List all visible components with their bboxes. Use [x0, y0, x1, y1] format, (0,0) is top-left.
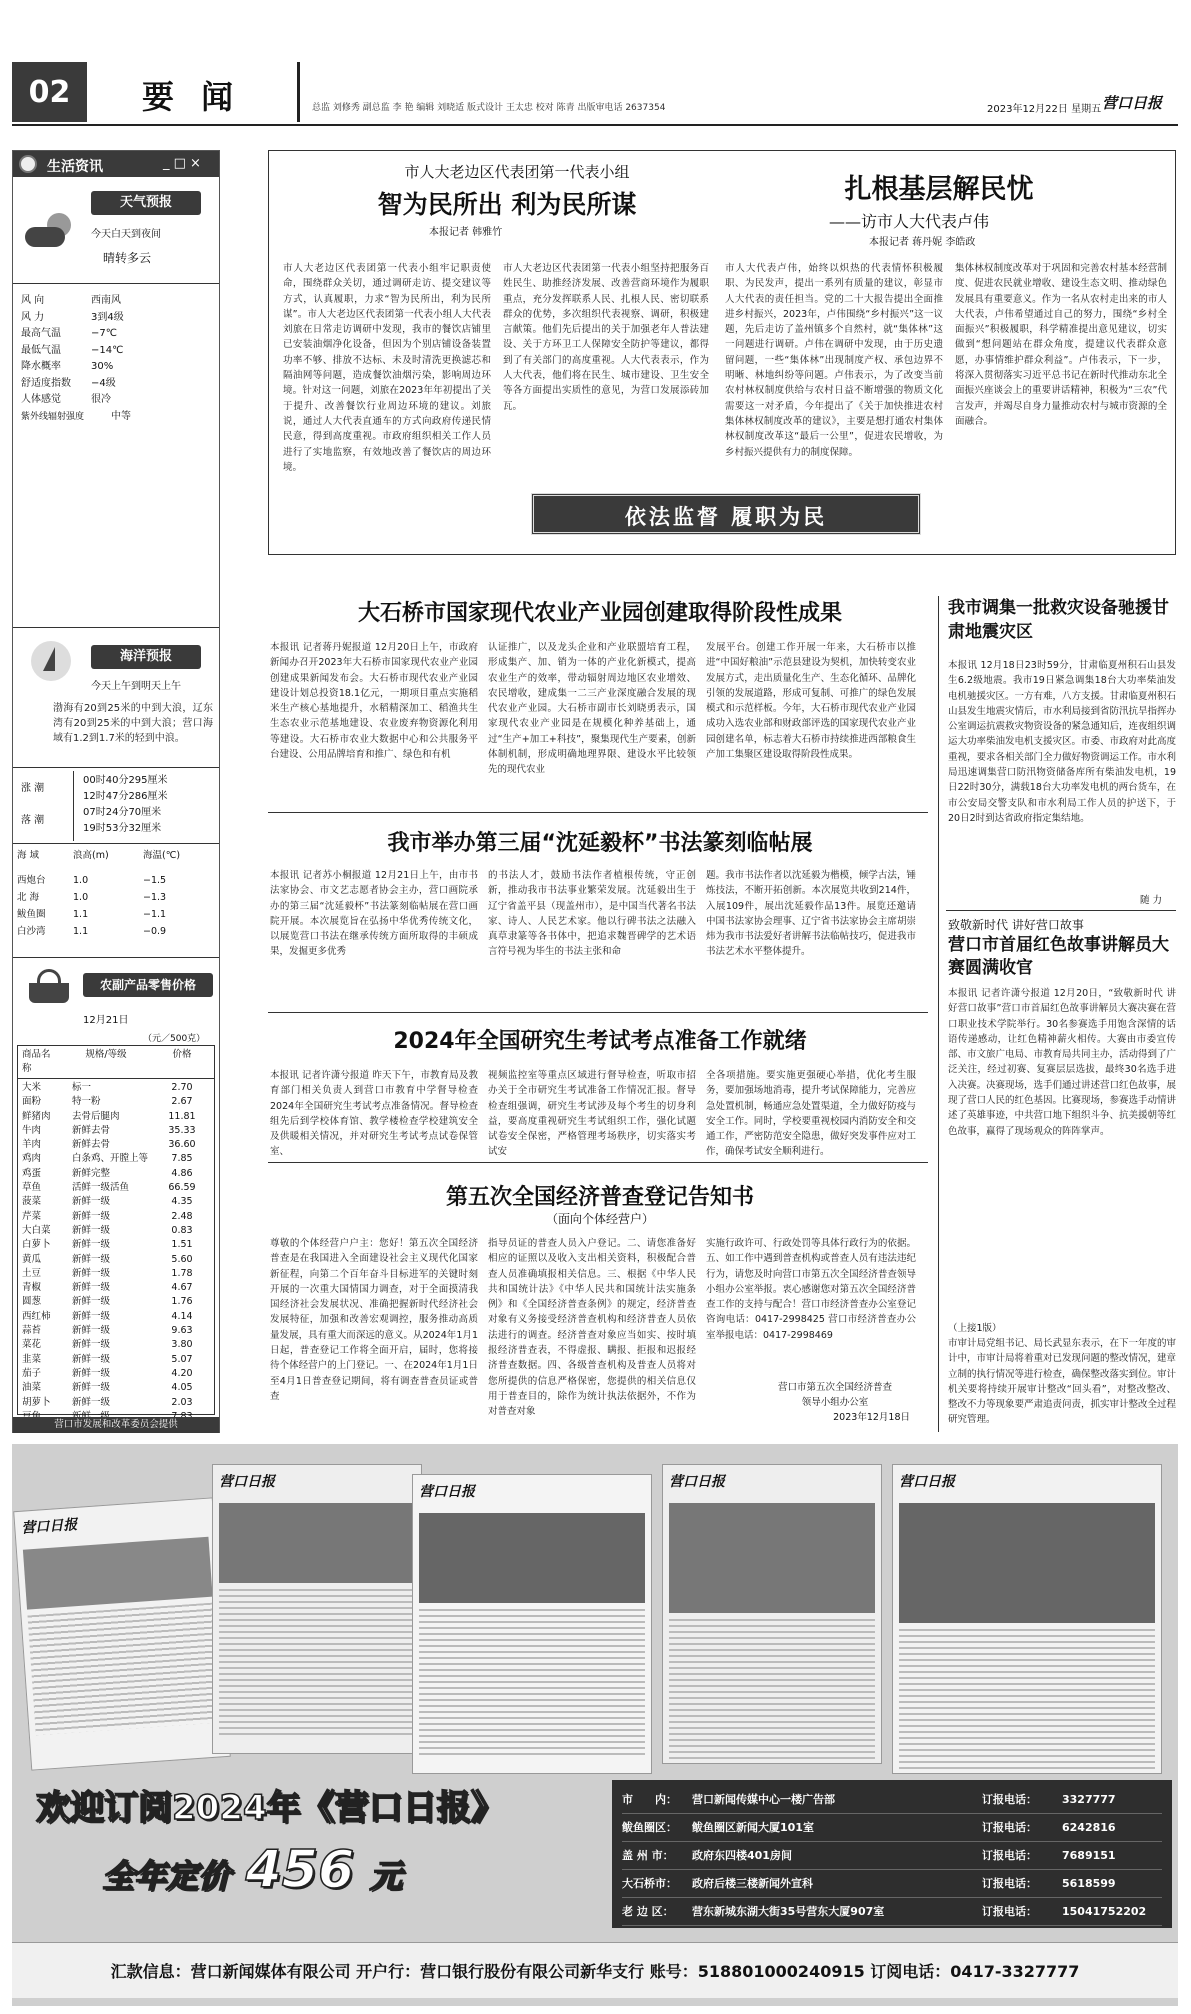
- price-item-value: 4.20: [171, 1367, 193, 1379]
- price-item-name: 芹菜: [22, 1210, 42, 1222]
- newspaper-cover-1: 营口日报: [13, 1497, 231, 1770]
- price-item-value: 5.60: [171, 1253, 193, 1265]
- news-3-col-3: 全各项措施。要实施更强硬心举措，优化考生服务，要加强场地消毒，提升考试保障能力，完善应急处置机制，畅通应急处置渠道，全力做好防疫与安全工作。同时，学校要重视校园内消防安全和交通工作，严密防范安全隐患，做好突发事件应对工作，确保考试安全顺利进行。: [706, 1070, 916, 1158]
- ad-contact-row: [622, 1898, 1162, 1926]
- price-item-grade: 新鲜一级: [72, 1224, 111, 1236]
- price-item-name: 菠菜: [22, 1196, 42, 1208]
- price-item-value: 4.67: [171, 1282, 193, 1294]
- page-number: 02: [28, 74, 71, 110]
- prices-date: 12月21日: [83, 1015, 129, 1026]
- feature-banner-text: 依法监督 履职为民: [624, 505, 828, 529]
- ad-contact-cell: 营口新闻传媒中心一楼广告部: [692, 1793, 835, 1806]
- weather-title-badge: [91, 191, 201, 215]
- newspaper-cover-2: 营口日报: [212, 1464, 422, 1754]
- right-2-title: 营口市首届红色故事讲解员大赛圆满收官: [948, 935, 1169, 978]
- feature-right-title: 扎根基层解民忧: [844, 174, 1034, 205]
- price-item-grade: 新鲜一级: [72, 1196, 111, 1208]
- news-2-col-3: 题。我市书法作者以沈延毅为楷模，倾学古法，锤炼技法，不断开拓创新。本次展览共收到214件，入展109件，展出沈延毅作品13件。展览还邀请中国书法家协会理事、辽宁省书法家协会主席胡崇炜为我市书法爱好者讲解书法临帖技巧，促进我市书法艺术水平整体提升。: [706, 870, 916, 958]
- prices-source: 营口市发展和改革委员会提供: [54, 1419, 178, 1430]
- ad-footer: [12, 1942, 1178, 1998]
- right-2-text: 本报讯 记者许潇兮报道 12月20日，“致敬新时代 讲好营口故事”营口市首届红色故事讲解员大赛决赛在营口职业技术学院举行。30名参赛选手用饱含深情的话语传递感动，让红色精神薪火相传。大赛由市委宣传部、市文旅广电局、市教育局共同主办，活动得到了广泛关注，经过初赛、复赛层层选拔，最终30名选手进入决赛。决赛现场，选手们通过讲述营口红色故事，展现了营口人民的红色基因。比赛现场，参赛选手动情讲述了英雄事迹，中共营口地下组织斗争、抗美援朝等红色故事，赢得了现场观众的阵阵掌声。: [948, 988, 1177, 1137]
- price-item-name: 面粉: [22, 1096, 42, 1108]
- price-item-name: 西红柿: [22, 1310, 51, 1322]
- right-1-title: 我市调集一批救灾设备驰援甘肃地震灾区: [948, 598, 1169, 642]
- price-item-value: 3.80: [171, 1339, 193, 1351]
- ad-contact-cell: 订报电话：: [982, 1821, 1037, 1834]
- price-item-grade: 新鲜一级: [72, 1367, 111, 1379]
- ad-contact-cell: 鲅鱼圈区新闻大厦101室: [692, 1821, 814, 1834]
- price-item-name: 土豆: [22, 1267, 42, 1279]
- price-item-value: 0.83: [171, 1224, 193, 1236]
- notice-col-3: 实施行政许可、行政处罚等具体行政行为的依据。五、如工作中遇到普查机构或普查人员有违法违纪行为，请您及时向营口市第五次全国经济普查领导小组办公室举报。衷心感谢您对第五次全国经济普查工作的支持与配合！营口市经济普查办公室登记咨询电话：0417-2998425 营口市经济普查办公室举报电话：0417-2998469: [706, 1238, 916, 1341]
- newspaper-cover-4: 营口日报: [662, 1464, 882, 1764]
- ad-headline: 欢迎订阅2024年《营口日报》: [36, 1788, 505, 1828]
- price-item-name: 韭菜: [22, 1353, 42, 1365]
- basket-icon: [29, 969, 69, 1005]
- sea-sub: 今天上午到明天上午: [91, 681, 181, 692]
- price-item-grade: 新鲜一级: [72, 1267, 111, 1279]
- weather-title: 天气预报: [119, 195, 172, 210]
- ad-contact-row: [622, 1814, 1162, 1842]
- feature-right-byline: 本报记者 蒋丹妮 李皓政: [869, 237, 976, 248]
- feature-banner: [531, 493, 921, 535]
- right-3-text: 市审计局党组书记、局长武显东表示，在下一年度的审计中，市审计局将着重对已发现问题的整改情况，建章立制的执行情况等进行检查，确保整改落实到位。审计机关要将持续开展审计整改“回头看”，对整改整改、整改不力等现象要严肃追责问责，抓实审计整改全过程研究管理。: [948, 1338, 1177, 1426]
- ad-price-unit: 元: [369, 1857, 402, 1895]
- ad-contact-cell: 营东新城东湖大街35号营东大厦907室: [692, 1905, 885, 1918]
- globe-icon: [19, 155, 37, 173]
- price-item-value: 7.85: [171, 1153, 193, 1165]
- right-2-kicker: 致敬新时代 讲好营口故事: [948, 918, 1084, 932]
- news-1-title: 大石桥市国家现代农业产业园创建取得阶段性成果: [357, 601, 842, 626]
- price-item-value: 5.07: [171, 1353, 193, 1365]
- price-item-name: 大米: [22, 1082, 42, 1093]
- ad-contact-row: [622, 1786, 1162, 1814]
- price-item-value: 4.35: [171, 1196, 193, 1208]
- masthead-logo: 营口日报: [1102, 94, 1163, 112]
- ad-footer-text: 汇款信息：营口新闻媒体有限公司 开户行：营口银行股份有限公司新华支行 账号：518801000240915 订阅电话：0417-3327777: [110, 1962, 1080, 1981]
- feature-left-title: 智为民所出 利为民所谋: [377, 190, 637, 219]
- price-item-grade: 新鲜一级: [72, 1239, 111, 1251]
- price-item-name: 牛肉: [22, 1124, 42, 1136]
- prices-title: 农副产品零售价格: [99, 978, 196, 992]
- ad-contact-cell: 7689151: [1062, 1849, 1116, 1862]
- ad-contact-cell: 订报电话：: [982, 1849, 1037, 1862]
- feature-col-4: 集体林权制度改革对于巩固和完善农村基本经营制度、促进农民就业增收、建设生态文明、推动绿色发展具有重要意义。作为一名从农村走出来的市人大代表，卢伟希望通过自己的努力，围绕“乡村全面振兴”积极履职，科学精准提出意见建议，切实做到“想问题站在群众角度，提建议代表群众意愿，办事情维护群众利益”。卢伟表示，下一步，将深入贯彻落实习近平总书记在新时代推动东北全面振兴座谈会上的重要讲话精神，积极为“三农”代言发声，并竭尽自身力量推动农村与城市资源的全面融合。: [955, 263, 1167, 427]
- right-1-byline: 随 力: [1140, 895, 1163, 906]
- prices-title-badge: [83, 973, 213, 997]
- ad-contact-cell: 订报电话：: [982, 1877, 1037, 1890]
- ad-contact-cell: 15041752202: [1062, 1905, 1147, 1918]
- feature-left-kicker: 市人大老边区代表团第一代表小组: [404, 163, 630, 181]
- page-header: [12, 62, 1178, 126]
- sea-text: 渤海有20到25米的中到大浪，辽东湾有20到25米的中到大浪；营口海域有1.2到1.7米的轻到中浪。: [53, 703, 213, 744]
- sea-title: 海洋预报: [119, 649, 172, 664]
- notice-col-2: 指导员证的普查人员入户登记。二、请您准备好相应的证照以及收入支出相关资料，积极配合普查人员准确填报相关信息。三、根据《中华人民共和国统计法》《中华人民共和国统计法实施条例》和《全国经济普查条例》的规定，经济普查对象有义务接受经济普查机构和经济普查人员依法进行的调查。经济普查对象应当如实、按时填报经济普查表，不得虚报、瞒报、拒报和迟报经济普查数据。四、各级普查机构及普查人员将对您所提供的信息严格保密，您提供的相关信息仅用于普查目的，除作为统计执法依据外，不作为对普查对象: [488, 1238, 696, 1418]
- sidebar-titlebar: [13, 151, 219, 177]
- price-item-value: 2.48: [171, 1210, 193, 1222]
- price-item-value: 2.70: [171, 1082, 193, 1093]
- news-3-col-1: 本报讯 记者许潇兮报道 昨天下午，市教育局及教育部门相关负责人到营口市教育中学督导检查2024年全国研究生考试考点准备情况。督导检查组先后到学校体育馆、教学楼检查学校建筑安全及供暖相关情况，并对研究生考试考点试卷保管室、: [270, 1070, 478, 1158]
- price-item-grade: 新鲜一级: [72, 1396, 111, 1408]
- news-2-title: 我市举办第三届“沈延毅杯”书法篆刻临帖展: [387, 831, 813, 856]
- ad-contact-cell: 盖 州 市：: [622, 1849, 674, 1862]
- notice-col-1: 尊敬的个体经营户户主：您好！第五次全国经济普查是在我国进入全面建设社会主义现代化国家新征程，向第二个百年奋斗目标进军的关键时刻开展的一次重大国情国力调查，对于全面摸清我国经济社会发展状况、准确把握新时代经济社会发展特征，加强和改善宏观调控，服务推动高质量发展，具有重大而深远的意义。从2024年1月1日起，普查登记工作将全面开启，届时，您将接待个体经营户的上门登记。一、在2024年1月1日至4月1日普查登记期间，将有调查普查员证或普查: [270, 1238, 478, 1402]
- subscription-ad: [12, 1444, 1178, 2006]
- price-item-value: 1.51: [171, 1239, 193, 1251]
- price-item-grade: 新鲜一级: [72, 1353, 111, 1365]
- price-item-value: 2.03: [171, 1396, 193, 1408]
- window-controls: _ □ ×: [163, 156, 201, 171]
- price-item-grade: 新鲜去骨: [72, 1124, 111, 1136]
- price-item-value: 9.63: [171, 1325, 193, 1337]
- right-1-text: 本报讯 12月18日23时59分，甘肃临夏州积石山县发生6.2级地震。我市19日紧急调集18台大功率柴油发电机驰援灾区。一方有难，八方支援。甘肃临夏州积石山县发生地震灾情后，市水利局接到省防汛抗旱指挥办公室调运抗震救灾物资设备的紧急通知后，连夜组织调运大功率柴油发电机支援灾区。市委、市政府对此高度重视，要求各相关部门全力做好物资调运工作。市水利局迅速调集营口防汛物资储备库所有柴油发电机，19日22时30分，满载18台大功率发电机的两台货车，在市公安局交警支队和市水利局工作人员的护送下，于20日2时到达省政府指定集结地。: [948, 660, 1177, 824]
- ad-contact-cell: 鲅鱼圈区：: [622, 1821, 677, 1834]
- news-1-col-3: 发展平台。创建工作开展一年来，大石桥市以推进“中国好粮油”示范县建设为契机，加快转变农业发展方式，走出质量化生产、生态化循环、品牌化引领的发展道路，形成可复制、可推广的绿色发展模式和示范样板。今年，大石桥市现代农业产业园成功入选农业部和财政部评选的国家现代农业产业园创建名单，标志着大石桥市持续推进西部粮食生产加工集聚区建设取得阶段性成果。: [706, 642, 916, 761]
- notice-title: 第五次全国经济普查登记告知书: [445, 1185, 754, 1210]
- price-item-value: 11.81: [168, 1110, 196, 1122]
- feature-box: [268, 150, 1176, 555]
- price-item-grade: 新鲜一级: [72, 1210, 111, 1222]
- price-item-value: 35.33: [168, 1124, 196, 1136]
- price-item-name: 鸡肉: [22, 1153, 42, 1165]
- price-table: 商品名称 规格/等级 价格 大米 标一 2.70 面粉 特一粉 2.67 鲜猪肉 去骨后腿肉 11.81 牛肉 新鲜去骨 35.33 羊肉 新鲜去骨 36.60 鸡肉 白条鸡、开膛上等 7.85 鸡蛋 新鲜完整 4.86 草鱼 活鲜一级活鱼 66.59 菠菜 新鲜一级 4.35 芹菜 新鲜一级 2.48 大白菜 新鲜一级 0.83 白萝卜 新鲜一级 1.51 黄瓜 新鲜一级 5.60 土豆 新鲜一级 1.78 青椒 新鲜一级 4.67 圆葱 新鲜一级 1.76 西红柿 新鲜一级 4.14 蒜苔 新鲜一级 9.63 菜花 新鲜一级 3.80 韭菜 新鲜一级 5.07 茄子 新鲜一级 4.20 油菜 新鲜一级 4.05 胡萝卜 新鲜一级 2.03: [17, 1045, 215, 1415]
- right-3-title: （上接1版）: [948, 1323, 1002, 1334]
- notice-signature: 营口市第五次全国经济普查 领导小组办公室 2023年12月18日: [777, 1382, 910, 1423]
- tide-table: 涨 潮 落 潮 00时40分295厘米 12时47分286厘米 07时24分70厘米 19时53分32厘米: [13, 771, 219, 841]
- price-item-name: 蒜苔: [22, 1325, 42, 1337]
- price-item-grade: 新鲜一级: [72, 1282, 111, 1294]
- sidebar: [12, 150, 220, 1433]
- page-number-box: [12, 62, 87, 122]
- ad-contact-cell: 3327777: [1062, 1793, 1116, 1806]
- ad-contact-cell: 订报电话：: [982, 1793, 1037, 1806]
- price-item-name: 青椒: [22, 1282, 42, 1294]
- price-item-grade: 活鲜一级活鱼: [72, 1182, 130, 1194]
- feature-col-1: 市人大老边区代表团第一代表小组牢记职责使命，围绕群众关切，通过调研走访、提交建议等方式，认真履职，力求“智为民所出，利为民所谋”。市人大老边区代表团第一代表小组人大代表刘旅在日常走访调研中发现，我市的餐饮店铺里已安装油烟净化设备，但因为个别店铺设备装置功率不够、排放不达标、未及时清洗更换滤芯和隔油网等问题，造成餐饮油烟污染，影响周边环境。针对这一问题，刘旅在2023年年初提出了关于提升、改善餐饮行业周边环境的建议。刘旅说，通过人大代表直通车的方式向政府传递民情民意，得到高度重视。市政府组织相关工作人员进行了实地监察，有效地改善了餐饮店的周边环境。: [283, 263, 491, 473]
- news-3-col-2: 视频监控室等重点区域进行督导检查，听取市招办关于全市研究生考试准备工作情况汇报。督导检查组强调，研究生考试涉及每个考生的切身利益，要高度重视研究生考试组织工作，强化试题试卷安全保密，严格管理考场秩序，切实落实考试安: [488, 1070, 696, 1158]
- price-item-name: 黄瓜: [22, 1253, 42, 1265]
- price-item-name: 鸡蛋: [22, 1167, 42, 1179]
- sea-table: 海 域 浪高(m) 海温(℃) 西炮台 1.0 −1.5 北 海 1.0 −1.3 鲅鱼圈 1.1 −1.1 白沙湾 1.1 −0.9: [17, 850, 181, 937]
- price-item-name: 圆葱: [22, 1296, 42, 1308]
- price-item-grade: 新鲜一级: [72, 1382, 111, 1394]
- weather-table: 风 向 西南风 风 力 3到4级 最高气温 −7℃ 最低气温 −14℃ 降水概率 30% 舒适度指数 −4级 人体感觉 很冷 紫外线辐射强度 中等: [21, 295, 131, 422]
- feature-right-sub: ——访市人大代表卢伟: [829, 212, 990, 231]
- news-1-col-1: 本报讯 记者蒋丹妮报道 12月20日上午，市政府新闻办召开2023年大石桥市国家现代农业产业园创建成果新闻发布会。大石桥市现代农业产业园建设计划总投资18.1亿元，一期项目重点实施稻米生产核心基地提升，水稻精深加工、稻渔共生生态农业示范基地建设、农业废弃物资源化利用等建设。大石桥市农业大数据中心和公共服务平台建设、公用品牌培育和推广、绿色和有机: [270, 642, 478, 761]
- price-item-grade: 新鲜去骨: [72, 1139, 111, 1151]
- price-item-grade: 新鲜完整: [72, 1167, 111, 1179]
- section-title: 要 闻: [142, 78, 242, 116]
- price-item-name: 胡萝卜: [22, 1396, 51, 1408]
- price-item-name: 菜花: [22, 1339, 42, 1351]
- feature-col-2: 市人大老边区代表团第一代表小组坚持把服务百姓民生、助推经济发展、改善营商环境作为履职重点，充分发挥联系人民、扎根人民、密切联系群众的优势，多次组织代表视察、调研，积极建言献策。他们先后提出的关于加强老年人普法建设、关于方环卫工人保障安全防护等建议，都得到了有关部门的高度重视。人大代表表示，作为人大代表，他们将在民生、城市建设、卫生安全等各方面提出实质性的意见，为营口发展添砖加瓦。: [503, 263, 709, 412]
- price-item-name: 白萝卜: [22, 1239, 51, 1251]
- header-rule: [297, 62, 300, 122]
- price-item-value: 2.67: [171, 1096, 193, 1108]
- news-1-col-2: 认证推广，以及龙头企业和产业联盟培育工程，形成集产、加、销为一体的产业化新模式，提高农业生产的效率，带动辐射周边地区农业增效、农民增收，建成集一二三产业深度融合发展的现代农业产业园。大石桥市副市长刘晓勇表示，国家现代农业产业园是在规模化种养基础上，通过“生产+加工+科技”，聚集现代生产要素，创新体制机制，形成明确地理界限、建设水平比较领先的现代农业: [488, 642, 696, 776]
- price-item-name: 草鱼: [22, 1182, 42, 1194]
- ad-price: 456: [245, 1840, 355, 1900]
- news-3-title: 2024年全国研究生考试考点准备工作就绪: [393, 1029, 807, 1054]
- notice-sub: （面向个体经营户）: [545, 1212, 654, 1226]
- ad-contact-cell: 大石桥市：: [622, 1877, 677, 1890]
- price-item-value: 4.86: [171, 1167, 193, 1179]
- ad-contact-table: [612, 1780, 1172, 1928]
- newspaper-cover-3: 营口日报: [412, 1474, 652, 1774]
- sun-cloud-icon: [25, 213, 73, 249]
- ad-contact-cell: 政府后楼三楼新闻外宣科: [692, 1877, 813, 1890]
- price-item-value: 36.60: [168, 1139, 196, 1151]
- prices-unit: （元／500克）: [143, 1034, 206, 1044]
- price-item-name: 鲜猪肉: [22, 1110, 51, 1122]
- ad-contact-cell: 市 内：: [622, 1793, 677, 1806]
- header-date: 2023年12月22日 星期五: [987, 104, 1102, 115]
- price-item-value: 4.14: [171, 1310, 193, 1322]
- weather-cond: 晴转多云: [103, 251, 152, 265]
- ad-contact-cell: 5618599: [1062, 1877, 1116, 1890]
- price-item-grade: 新鲜一级: [72, 1310, 111, 1322]
- price-item-value: 1.76: [171, 1296, 193, 1308]
- price-item-value: 4.05: [171, 1382, 193, 1394]
- newspaper-cover-5: 营口日报: [892, 1464, 1162, 1774]
- news-2-col-1: 本报讯 记者苏小桐报道 12月21日上午，由市书法家协会、市文艺志愿者协会主办，营口画院承办的第三届“沈延毅杯”书法篆刻临帖展在营口画院开展。本次展览旨在弘扬中华优秀传统文化，以展览营口书法在继承传统方面所取得的丰硕成果，发掘更多优秀: [270, 870, 478, 958]
- sailboat-icon: [31, 641, 71, 681]
- feature-col-3: 市人大代表卢伟，始终以炽热的代表情怀积极履职、为民发声，提出一系列有质量的建议，彰显市人大代表的责任担当。党的二十大报告提出全面推进乡村振兴，2023年，卢伟围绕“乡村振兴”这一议题，先后走访了盖州镇多个自然村，就“集体林”这一问题进行调研。卢伟在调研中发现，由于历史遗留问题，一些“集体林”出现制度产权、承包边界不明晰、林地纠纷等问题。卢伟表示，为了改变当前农村林权制度供给与农村日益不断增强的物质文化需要这一对矛盾，今年提出了《关于加快推进农村集体林权制度改革的建议》，主要是想打通农村集体林权制度改革这“最后一公里”，促进农民增收，为乡村振兴提供有力的制度保障。: [725, 263, 943, 458]
- price-item-grade: 新鲜一级: [72, 1339, 111, 1351]
- price-item-name: 油菜: [22, 1382, 42, 1394]
- price-item-grade: 标一: [72, 1082, 92, 1093]
- price-item-value: 66.59: [168, 1182, 196, 1194]
- price-item-grade: 特一粉: [72, 1096, 101, 1108]
- ad-contact-cell: 老 边 区：: [622, 1905, 674, 1918]
- ad-price-line: [102, 1840, 402, 1900]
- ad-contact-cell: 6242816: [1062, 1821, 1116, 1834]
- prices-source-bar: [13, 1417, 219, 1433]
- feature-left-byline: 本报记者 韩雅竹: [429, 227, 503, 238]
- price-item-grade: 白条鸡、开膛上等: [72, 1153, 149, 1165]
- sea-title-badge: [91, 645, 201, 669]
- price-item-grade: 去骨后腿肉: [72, 1110, 120, 1122]
- ad-contact-row: [622, 1842, 1162, 1870]
- price-item-name: 羊肉: [22, 1139, 42, 1151]
- ad-contact-cell: 政府东四楼401房间: [692, 1849, 792, 1862]
- ad-contact-row: [622, 1870, 1162, 1898]
- weather-sub: 今天白天到夜间: [91, 229, 161, 240]
- price-item-grade: 新鲜一级: [72, 1253, 111, 1265]
- ad-contact-cell: 订报电话：: [982, 1905, 1037, 1918]
- price-item-name: 大白菜: [22, 1224, 51, 1236]
- price-item-grade: 新鲜一级: [72, 1325, 111, 1337]
- price-item-name: 茄子: [22, 1367, 42, 1379]
- news-2-col-2: 的书法人才，鼓励书法作者植根传统，守正创新，推动我市书法事业繁荣发展。沈延毅出生于辽宁省盖平县（现盖州市），是中国当代著名书法家、诗人、人民艺术家。他以行碑书法之法融入真草隶篆等各书体中，把追求魏晋碑学的艺术语言符号视为毕生的书法主张和命: [488, 870, 696, 958]
- ad-price-label: 全年定价: [102, 1857, 231, 1895]
- price-item-value: 1.78: [171, 1267, 193, 1279]
- price-item-grade: 新鲜一级: [72, 1296, 111, 1308]
- staff-line: 总监 刘修秀 副总监 李 艳 编辑 刘晓适 版式设计 王太忠 校对 陈青 出版审电话 2637354: [312, 103, 666, 113]
- sidebar-title: 生活资讯: [47, 159, 103, 175]
